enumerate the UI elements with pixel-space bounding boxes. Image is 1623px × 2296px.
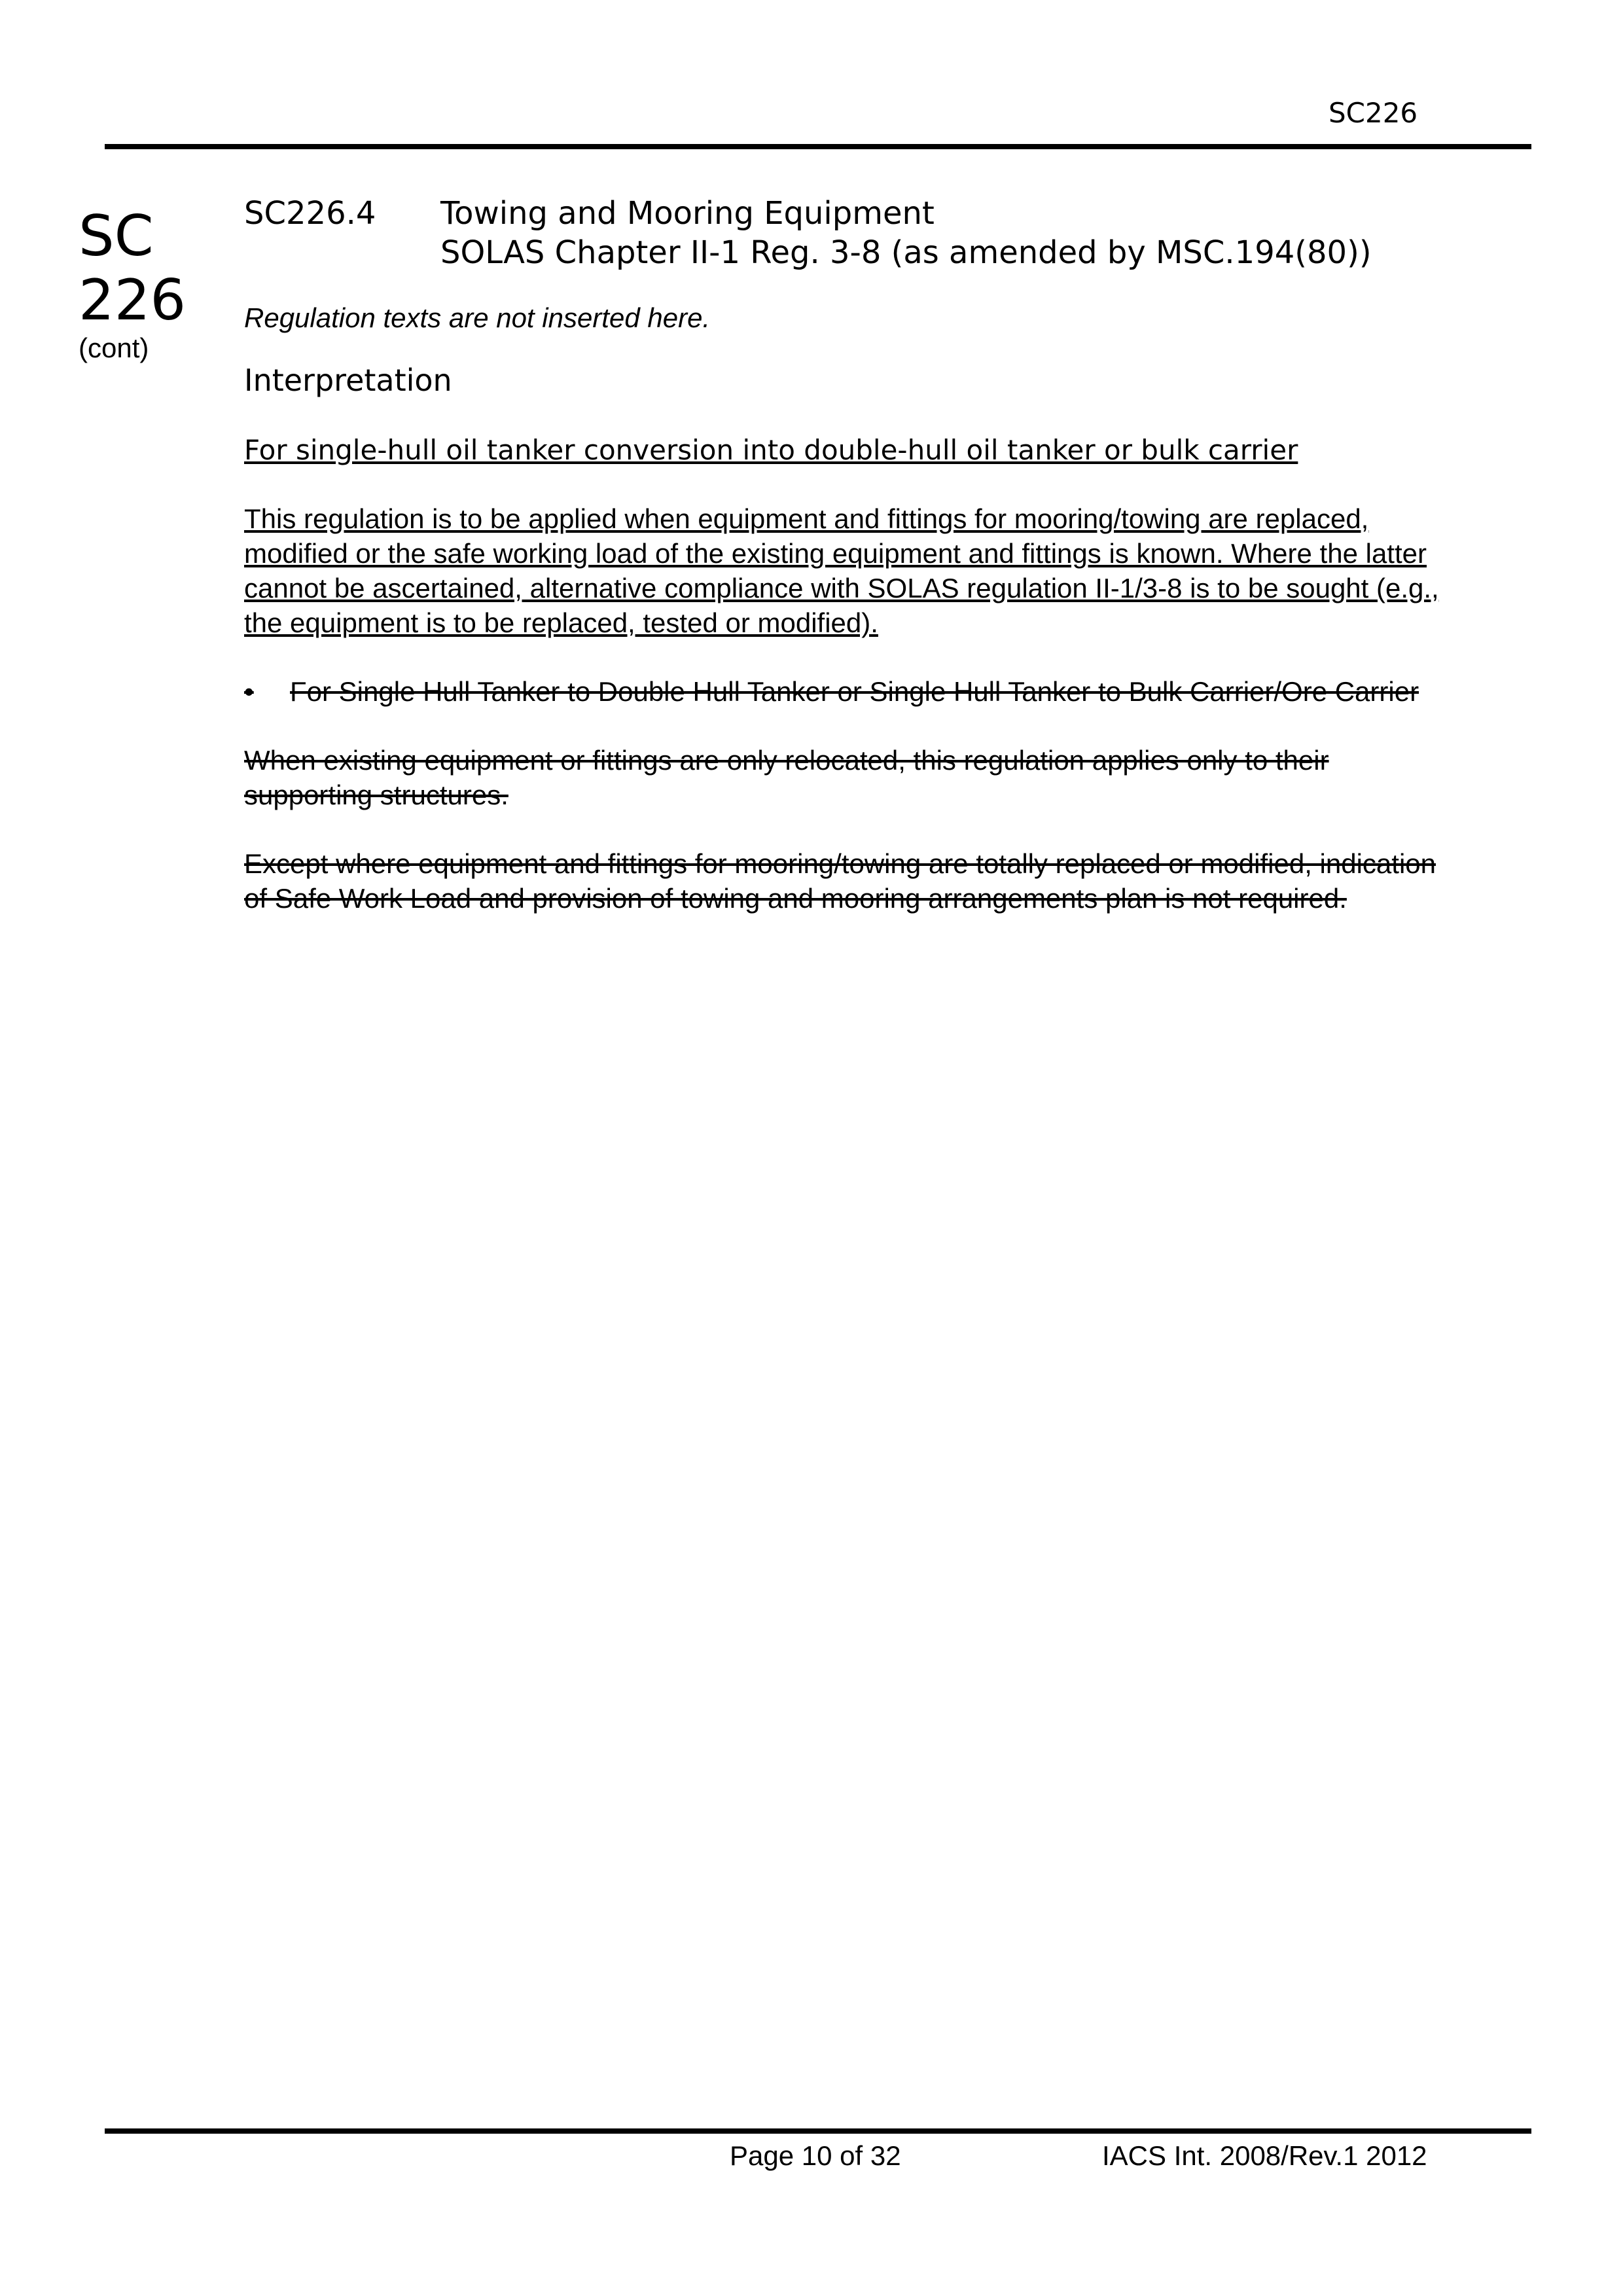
struck-bullet-text: For Single Hull Tanker to Double Hull Tanker or Single Hull Tanker to Bulk Carrier/Ore Carrier — [290, 676, 1419, 707]
header-rule — [105, 144, 1531, 149]
header-code: SC226 — [1329, 97, 1418, 129]
side-tag-line1: SC — [79, 204, 154, 269]
document-body — [244, 194, 1455, 916]
section-subtitle: SOLAS Chapter II-1 Reg. 3-8 (as amended by MSC.194(80)) — [440, 234, 1372, 271]
section-number: SC226.4 — [244, 195, 376, 232]
section-heading — [244, 194, 1455, 272]
interpretation-subheading: For single-hull oil tanker conversion into double-hull oil tanker or bulk carrier — [244, 434, 1298, 466]
footer-rule — [105, 2128, 1531, 2134]
struck-bullet-item — [244, 674, 1455, 709]
interpretation-heading: Interpretation — [244, 363, 452, 398]
bullet-mark: • — [244, 676, 254, 707]
side-tag — [79, 204, 196, 364]
section-titles — [440, 194, 1455, 272]
side-tag-line2: 226 — [79, 268, 187, 333]
struck-paragraph-1: When existing equipment or fittings are only relocated, this regulation applies only to their supporting structures. — [244, 745, 1329, 810]
side-tag-line3: (cont) — [79, 332, 149, 363]
footer-reference: IACS Int. 2008/Rev.1 2012 — [1102, 2140, 1427, 2171]
interpretation-paragraph: This regulation is to be applied when equipment and fittings for mooring/towing are replaced, modified or the safe working load of the existing equipment and fittings is known. Where the latter cannot be ascertained, alternative compliance with SOLAS regulation II-1/3-8 is to be sought (e.g., the equipment is to be replaced, tested or modified). — [244, 503, 1439, 638]
regulation-note: Regulation texts are not inserted here. — [244, 302, 711, 333]
struck-paragraph-2: Except where equipment and fittings for mooring/towing are totally replaced or modified, indication of Safe Work Load and provision of towing and mooring arrangements plan is not required. — [244, 848, 1436, 914]
section-title: Towing and Mooring Equipment — [440, 195, 935, 232]
footer-page-number: Page 10 of 32 — [730, 2140, 901, 2171]
